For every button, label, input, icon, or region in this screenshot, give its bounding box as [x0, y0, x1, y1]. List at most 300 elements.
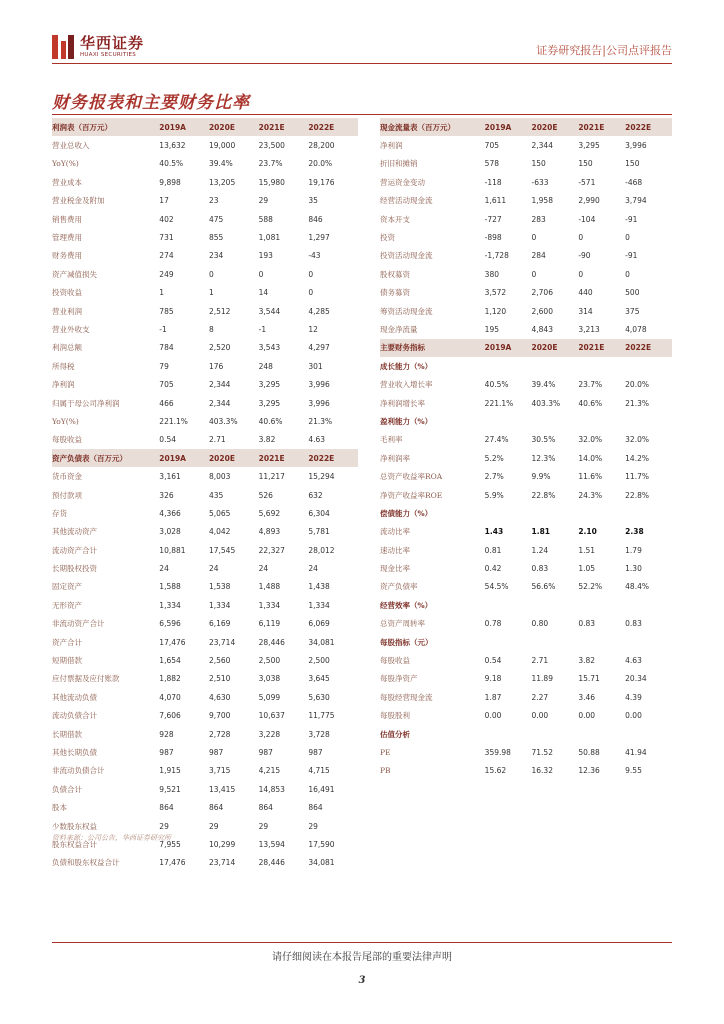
cell-value: 3,715 — [208, 766, 231, 776]
cell-value: 23,714 — [208, 637, 236, 647]
cell-value: 11.89 — [531, 674, 553, 684]
cell-value: 17,545 — [208, 545, 236, 555]
cell-value: 23 — [208, 196, 219, 206]
table-row — [380, 228, 672, 246]
table-row — [52, 173, 358, 191]
cell-value: 2020E — [531, 343, 558, 353]
cell-value: 2,510 — [208, 674, 231, 684]
cell-value: 5,065 — [208, 508, 231, 518]
table-row — [52, 210, 358, 228]
cell-value: 500 — [625, 288, 640, 298]
row-label: YoY(%) — [52, 416, 79, 426]
table-row — [380, 302, 672, 320]
cell-value: 2,512 — [208, 306, 231, 316]
cell-value: 29 — [208, 821, 219, 831]
cell-value: 17,590 — [308, 839, 335, 849]
table-row — [52, 541, 358, 559]
cell-value: 249 — [159, 269, 174, 279]
cell-value: 864 — [159, 803, 174, 813]
cell-value: 20.0% — [308, 159, 333, 169]
cell-value: 29 — [159, 821, 169, 831]
table-row — [380, 467, 672, 485]
cell-value: 283 — [531, 214, 546, 224]
cell-value: 1,588 — [159, 582, 181, 592]
table-row — [52, 707, 358, 725]
row-label: 流动负债合计 — [52, 711, 97, 721]
row-label: 现金比率 — [380, 564, 410, 574]
cell-value: 4.63 — [625, 656, 642, 666]
row-label: 长期借款 — [52, 729, 82, 739]
left-financial-table — [52, 118, 358, 872]
table-row — [52, 228, 358, 246]
logo-mark-icon — [52, 35, 74, 59]
cell-value: 2,990 — [578, 196, 600, 206]
cell-value: 2021E — [578, 343, 605, 353]
cell-value: 15.62 — [484, 766, 507, 776]
cell-value: 24.3% — [578, 490, 603, 500]
row-label: 营业收入增长率 — [380, 380, 433, 390]
cell-value: 8 — [208, 324, 214, 334]
cell-value: 403.3% — [531, 398, 561, 408]
table-row — [52, 633, 358, 651]
cell-value: 2.10 — [578, 527, 597, 537]
cell-value: 301 — [308, 361, 323, 371]
cell-value: 588 — [258, 214, 273, 224]
table-row — [52, 854, 358, 872]
cell-value: 3,572 — [484, 288, 507, 298]
cell-value: 234 — [208, 251, 224, 261]
cell-value: 4,215 — [258, 766, 281, 776]
cell-value: 71.52 — [531, 747, 553, 757]
cell-value: 7,955 — [159, 839, 181, 849]
cell-value: 0.83 — [625, 619, 642, 629]
row-label: 净利润率 — [380, 453, 410, 463]
row-label: 估值分析 — [380, 729, 410, 739]
cell-value: 2,344 — [531, 141, 553, 151]
cell-value: 1,611 — [484, 196, 507, 206]
cell-value: 784 — [159, 343, 174, 353]
table-subheader-row — [380, 725, 672, 743]
row-label: 非流动资产合计 — [52, 619, 105, 629]
cell-value: 28,446 — [258, 858, 285, 868]
table-row — [52, 394, 358, 412]
logo-english-name: HUAXI SECURITIES — [80, 51, 137, 58]
cell-value: 3,728 — [308, 729, 330, 739]
row-label: 应付票据及应付账款 — [52, 674, 120, 684]
cell-value: 5,099 — [258, 692, 281, 702]
cell-value: 0.81 — [484, 545, 502, 555]
cell-value: 380 — [484, 269, 499, 279]
row-label: 现金流量表（百万元） — [380, 122, 455, 132]
table-row — [380, 375, 672, 393]
row-label: 股权募资 — [380, 269, 410, 279]
data-source-note: 资料来源：公司公告，华西证券研究所 — [52, 834, 171, 842]
row-label: 管理费用 — [52, 233, 82, 243]
table-row — [52, 265, 358, 283]
row-label: 净利润 — [380, 141, 403, 151]
cell-value: 2022E — [625, 122, 652, 132]
cell-value: 0 — [208, 269, 214, 279]
cell-value: -43 — [308, 251, 321, 261]
cell-value: 193 — [258, 251, 273, 261]
cell-value: 2,520 — [208, 343, 231, 353]
cell-value: 1,297 — [308, 233, 330, 243]
row-label: 每股收益 — [380, 656, 410, 666]
cell-value: 24 — [308, 564, 318, 574]
cell-value: 22,327 — [258, 545, 285, 555]
cell-value: 13,594 — [258, 839, 285, 849]
cell-value: 39.4% — [531, 380, 556, 390]
table-row — [52, 155, 358, 173]
table-row — [52, 743, 358, 761]
cell-value: 1,654 — [159, 656, 181, 666]
table-row — [52, 798, 358, 816]
section-title: 财务报表和主要财务比率 — [52, 93, 250, 113]
cell-value: 3.82 — [258, 435, 276, 445]
cell-value: 0 — [308, 269, 314, 279]
cell-value: 12.3% — [531, 453, 556, 463]
row-label: 营运资金变动 — [380, 177, 425, 187]
row-label: 债务募资 — [380, 288, 410, 298]
cell-value: 2021E — [258, 453, 285, 463]
logo-chinese-name: 华西证券 — [80, 33, 145, 52]
cell-value: 0.00 — [531, 711, 549, 721]
cell-value: 4,042 — [208, 527, 231, 537]
cell-value: 2.7% — [484, 472, 504, 482]
table-row — [380, 559, 672, 577]
cell-value: 17,476 — [159, 637, 186, 647]
cell-value: 1.87 — [484, 692, 502, 702]
cell-value: 14 — [258, 288, 269, 298]
cell-value: 475 — [208, 214, 224, 224]
cell-value: 23,714 — [208, 858, 236, 868]
cell-value: 48.4% — [625, 582, 649, 592]
cell-value: 731 — [159, 233, 174, 243]
row-label: 投资 — [380, 233, 395, 243]
table-row — [380, 449, 672, 467]
cell-value: 4,070 — [159, 692, 181, 702]
cell-value: 1.51 — [578, 545, 596, 555]
cell-value: 23,500 — [258, 141, 285, 151]
cell-value: 632 — [308, 490, 323, 500]
cell-value: 2019A — [484, 122, 512, 132]
company-logo — [52, 34, 144, 60]
cell-value: -90 — [578, 251, 591, 261]
cell-value: 0.78 — [484, 619, 502, 629]
row-label: 资产合计 — [52, 637, 82, 647]
cell-value: 13,415 — [208, 784, 236, 794]
cell-value: 2020E — [208, 122, 235, 132]
cell-value: 3,794 — [625, 196, 647, 206]
row-label: 存货 — [52, 508, 67, 518]
cell-value: 3,228 — [258, 729, 281, 739]
cell-value: 3,996 — [625, 141, 647, 151]
table-row — [52, 559, 358, 577]
header-divider — [52, 63, 672, 64]
cell-value: 785 — [159, 306, 174, 316]
table-row — [52, 247, 358, 265]
cell-value: 1,538 — [208, 582, 231, 592]
cell-value: 14,853 — [258, 784, 285, 794]
row-label: 每股指标（元） — [380, 637, 433, 647]
row-label: 营业利润 — [52, 306, 82, 316]
cell-value: 35 — [308, 196, 318, 206]
row-label: 筹资活动现金流 — [380, 306, 433, 316]
row-label: 归属于母公司净利润 — [52, 398, 120, 408]
cell-value: 2.71 — [531, 656, 549, 666]
row-label: 固定资产 — [52, 582, 82, 592]
cell-value: 21.3% — [308, 416, 333, 426]
cell-value: 22.8% — [625, 490, 649, 500]
cell-value: 24 — [208, 564, 219, 574]
table-row — [52, 504, 358, 522]
cell-value: 11.7% — [625, 472, 649, 482]
cell-value: -91 — [625, 214, 638, 224]
table-row — [380, 136, 672, 154]
cell-value: 40.6% — [578, 398, 603, 408]
cell-value: 27.4% — [484, 435, 509, 445]
row-label: 无形资产 — [52, 600, 82, 610]
cell-value: 40.5% — [484, 380, 509, 390]
footer-divider — [52, 942, 672, 943]
cell-value: 9.55 — [625, 766, 642, 776]
row-label: 负债和股东权益合计 — [52, 858, 120, 868]
cell-value: 4.63 — [308, 435, 326, 445]
row-label: 非流动负债合计 — [52, 766, 105, 776]
row-label: 投资收益 — [52, 288, 82, 298]
cell-value: 34,081 — [308, 858, 335, 868]
cell-value: 5,630 — [308, 692, 330, 702]
row-label: 营业成本 — [52, 177, 82, 187]
cell-value: 0 — [625, 233, 630, 243]
table-row — [380, 578, 672, 596]
table-row — [52, 651, 358, 669]
cell-value: 0.00 — [625, 711, 642, 721]
cell-value: 3,996 — [308, 398, 330, 408]
cell-value: 3,038 — [258, 674, 281, 684]
table-row — [52, 136, 358, 154]
row-label: 股本 — [52, 803, 67, 813]
cell-value: 9,521 — [159, 784, 181, 794]
table-row — [380, 651, 672, 669]
row-label: 每股股利 — [380, 711, 410, 721]
cell-value: 16,491 — [308, 784, 335, 794]
cell-value: 2,500 — [308, 656, 330, 666]
table-header-row — [380, 339, 672, 357]
cell-value: 5,781 — [308, 527, 330, 537]
cell-value: 8,003 — [208, 472, 231, 482]
cell-value: 15,294 — [308, 472, 335, 482]
row-label: 其他流动资产 — [52, 527, 97, 537]
cell-value: 20.34 — [625, 674, 647, 684]
cell-value: 0 — [531, 233, 537, 243]
cell-value: 2,600 — [531, 306, 553, 316]
row-label: 净资产收益率ROE — [380, 490, 443, 500]
row-label: 毛利率 — [380, 435, 403, 445]
table-row — [52, 596, 358, 614]
cell-value: 0.00 — [484, 711, 502, 721]
row-label: 短期借款 — [52, 656, 82, 666]
table-row — [52, 578, 358, 596]
cell-value: 846 — [308, 214, 323, 224]
cell-value: 855 — [208, 233, 224, 243]
cell-value: 9,700 — [208, 711, 231, 721]
cell-value: 4,630 — [208, 692, 231, 702]
cell-value: 864 — [258, 803, 273, 813]
cell-value: 1.79 — [625, 545, 642, 555]
row-label: 资本开支 — [380, 214, 410, 224]
cell-value: 40.5% — [159, 159, 184, 169]
row-label: 其他流动负债 — [52, 692, 97, 702]
table-subheader-row — [380, 633, 672, 651]
cell-value: 705 — [159, 380, 174, 390]
cell-value: 2,706 — [531, 288, 553, 298]
table-row — [380, 173, 672, 191]
table-row — [52, 762, 358, 780]
table-row — [380, 707, 672, 725]
cell-value: -727 — [484, 214, 502, 224]
cell-value: 6,069 — [308, 619, 330, 629]
cell-value: 0.80 — [531, 619, 549, 629]
cell-value: 10,637 — [258, 711, 285, 721]
row-label: 货币资金 — [52, 472, 82, 482]
cell-value: 3,543 — [258, 343, 281, 353]
cell-value: 987 — [208, 747, 224, 757]
table-row — [52, 431, 358, 449]
cell-value: 2022E — [308, 453, 335, 463]
table-row — [52, 780, 358, 798]
row-label: 折旧和摊销 — [380, 159, 418, 169]
cell-value: 34,081 — [308, 637, 335, 647]
cell-value: 2,500 — [258, 656, 281, 666]
table-row — [380, 486, 672, 504]
cell-value: 578 — [484, 159, 499, 169]
cell-value: 3.46 — [578, 692, 596, 702]
cell-value: 2.71 — [208, 435, 226, 445]
cell-value: 2021E — [258, 122, 285, 132]
cell-value: 0.54 — [484, 656, 502, 666]
cell-value: -633 — [531, 177, 549, 187]
table-row — [380, 210, 672, 228]
cell-value: 4.39 — [625, 692, 642, 702]
cell-value: 221.1% — [484, 398, 514, 408]
table-row — [52, 357, 358, 375]
cell-value: 6,304 — [308, 508, 330, 518]
cell-value: -118 — [484, 177, 502, 187]
cell-value: 0.54 — [159, 435, 176, 445]
cell-value: 6,169 — [208, 619, 231, 629]
table-row — [380, 541, 672, 559]
cell-value: 150 — [625, 159, 640, 169]
cell-value: 16.32 — [531, 766, 553, 776]
table-header-row — [52, 118, 358, 136]
cell-value: 4,366 — [159, 508, 181, 518]
row-label: 利润总额 — [52, 343, 82, 353]
row-label: 长期股权投资 — [52, 564, 97, 574]
cell-value: 1.24 — [531, 545, 549, 555]
cell-value: 3,645 — [308, 674, 330, 684]
cell-value: 284 — [531, 251, 546, 261]
cell-value: 29 — [308, 821, 318, 831]
cell-value: 15.71 — [578, 674, 600, 684]
cell-value: 0 — [625, 269, 630, 279]
title-divider — [52, 114, 672, 115]
cell-value: 1,334 — [159, 600, 181, 610]
table-row — [52, 725, 358, 743]
row-label: 盈利能力（%） — [380, 416, 433, 426]
cell-value: 11.6% — [578, 472, 603, 482]
cell-value: 195 — [484, 324, 499, 334]
table-subheader-row — [380, 412, 672, 430]
row-label: 每股净资产 — [380, 674, 418, 684]
cell-value: 28,200 — [308, 141, 335, 151]
cell-value: 1,334 — [208, 600, 231, 610]
cell-value: 2,560 — [208, 656, 231, 666]
cell-value: 79 — [159, 361, 169, 371]
cell-value: 1,882 — [159, 674, 181, 684]
cell-value: 15,980 — [258, 177, 285, 187]
cell-value: 864 — [208, 803, 224, 813]
row-label: 营业总收入 — [52, 141, 90, 151]
cell-value: 987 — [308, 747, 323, 757]
row-label: 资产负债表（百万元） — [52, 453, 127, 463]
cell-value: 12.36 — [578, 766, 600, 776]
cell-value: 30.5% — [531, 435, 556, 445]
table-row — [380, 688, 672, 706]
cell-value: 1.43 — [484, 527, 504, 537]
table-row — [52, 688, 358, 706]
cell-value: 402 — [159, 214, 174, 224]
table-row — [380, 265, 672, 283]
cell-value: 1.30 — [625, 564, 642, 574]
cell-value: -104 — [578, 214, 596, 224]
cell-value: 2020E — [208, 453, 235, 463]
cell-value: 3,161 — [159, 472, 181, 482]
cell-value: 23.7% — [258, 159, 283, 169]
page-number: 3 — [358, 975, 366, 986]
table-row — [52, 192, 358, 210]
cell-value: 0 — [578, 233, 584, 243]
cell-value: 314 — [578, 306, 593, 316]
cell-value: 0 — [531, 269, 537, 279]
cell-value: 24 — [258, 564, 269, 574]
cell-value: 11,217 — [258, 472, 285, 482]
row-label: 流动比率 — [380, 527, 410, 537]
cell-value: 56.6% — [531, 582, 556, 592]
cell-value: 28,446 — [258, 637, 285, 647]
cell-value: 435 — [208, 490, 224, 500]
table-row — [380, 284, 672, 302]
table-row — [380, 431, 672, 449]
cell-value: 29 — [258, 821, 269, 831]
cell-value: 41.94 — [625, 747, 647, 757]
cell-value: 1,958 — [531, 196, 553, 206]
cell-value: 375 — [625, 306, 640, 316]
table-row — [380, 743, 672, 761]
cell-value: 248 — [258, 361, 273, 371]
row-label: 投资活动现金流 — [380, 251, 433, 261]
row-label: YoY(%) — [52, 159, 79, 169]
cell-value: 0.83 — [578, 619, 596, 629]
cell-value: 6,596 — [159, 619, 181, 629]
cell-value: -1 — [258, 324, 267, 334]
cell-value: 150 — [578, 159, 593, 169]
cell-value: 6,119 — [258, 619, 281, 629]
report-type-label: 证券研究报告|公司点评报告 — [536, 44, 672, 57]
row-label: 净利润增长率 — [380, 398, 425, 408]
row-label: 速动比率 — [380, 545, 410, 555]
cell-value: 466 — [159, 398, 174, 408]
